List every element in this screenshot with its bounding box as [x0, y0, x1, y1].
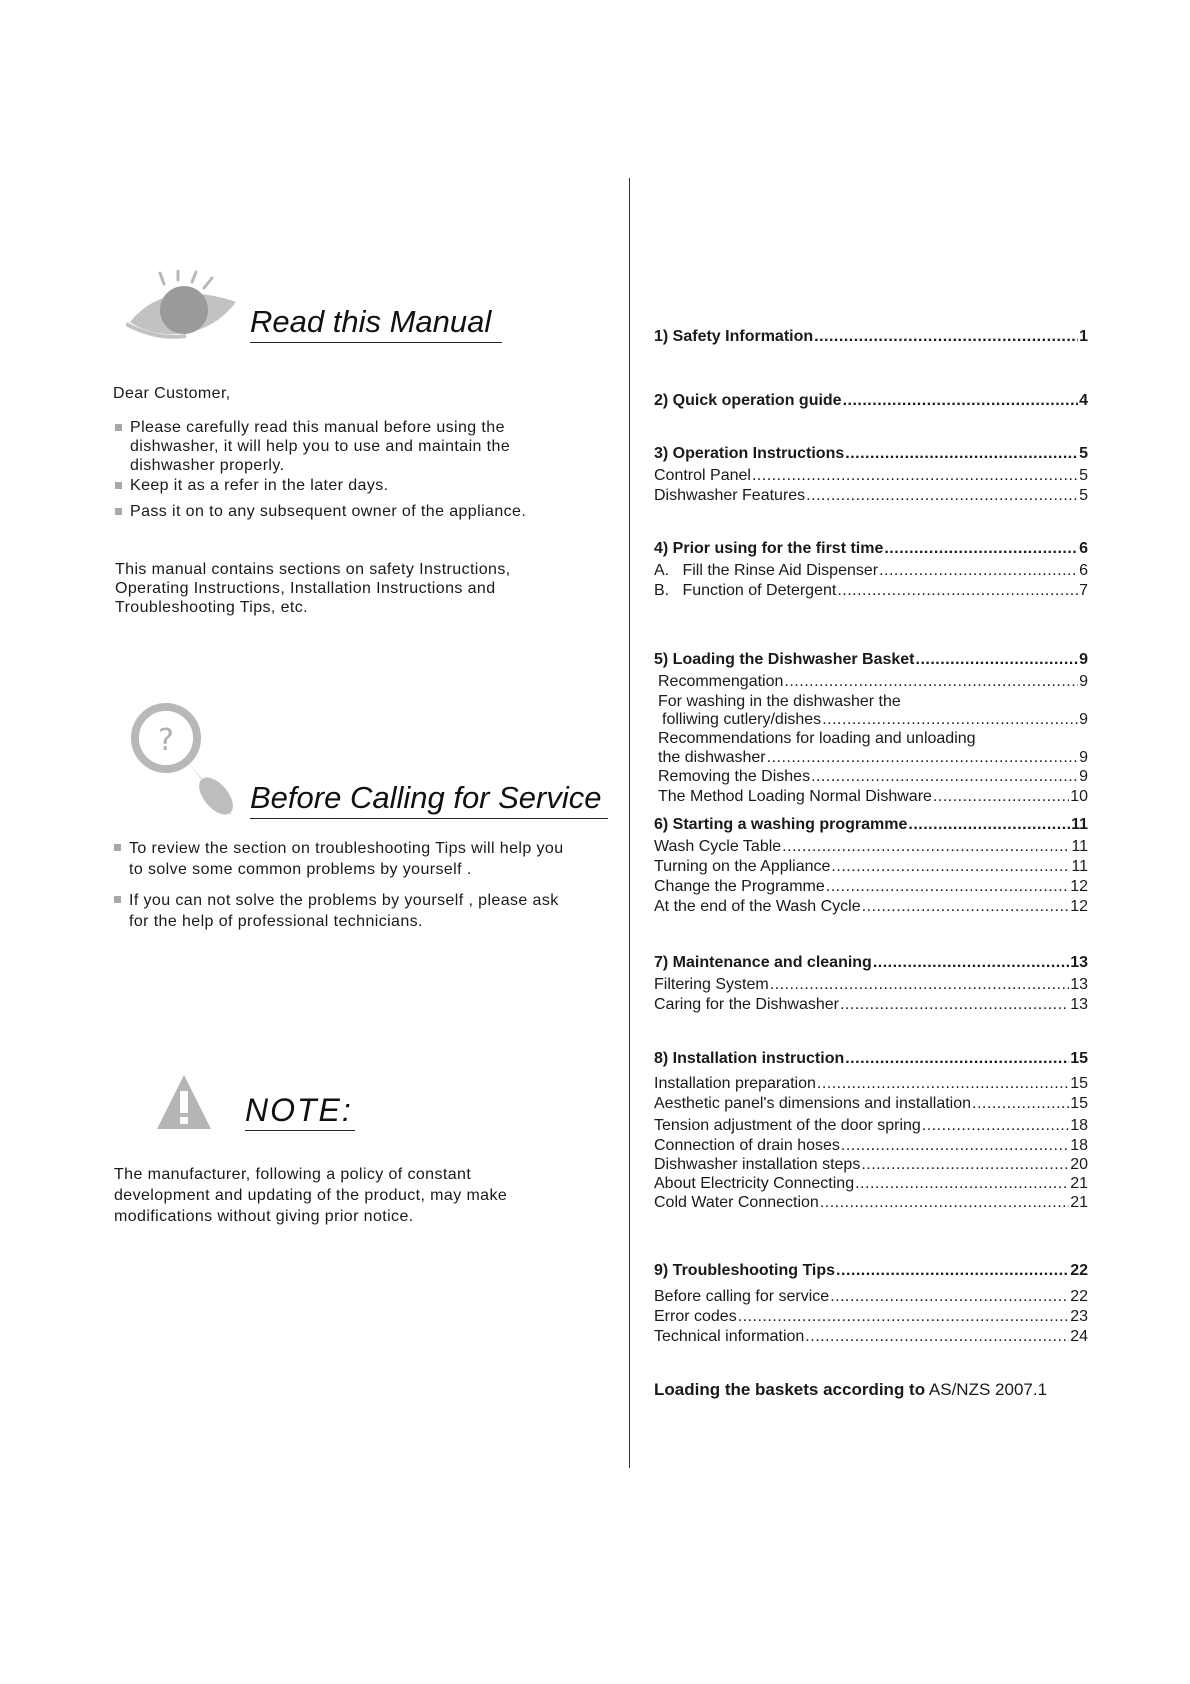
list-item: To review the section on troubleshooting Tips will help you to solve some common problems by yourself .	[114, 838, 564, 880]
bullet-square-icon	[115, 482, 122, 489]
toc-item[interactable]: Cold Water Connection ..... 21	[654, 1193, 1088, 1212]
list-item: Pass it on to any subsequent owner of the appliance.	[115, 502, 575, 521]
toc-item[interactable]: Removing the Dishes ..... 9	[654, 767, 1088, 787]
toc-item[interactable]: folliwing cutlery/dishes ..... 9	[654, 711, 1088, 729]
toc-quick-operation-guide[interactable]: 2) Quick operation guide ..... 4	[654, 391, 1088, 413]
svg-text:?: ?	[158, 723, 174, 758]
toc-item[interactable]: About Electricity Connecting ..... 21	[654, 1174, 1088, 1193]
bullet-square-icon	[114, 896, 121, 903]
manual-sections-paragraph: This manual contains sections on safety Instructions, Operating Instructions, Installation Instructions and Troubleshooting Tips, etc.	[115, 561, 511, 616]
toc-maintenance[interactable]: 7) Maintenance and cleaning ..... 13	[654, 953, 1088, 975]
toc-item[interactable]: Change the Programme ..... 12	[654, 877, 1088, 897]
toc-item[interactable]: the dishwasher ..... 9	[654, 748, 1088, 767]
toc-item[interactable]: Error codes ..... 23	[654, 1307, 1088, 1327]
table-of-contents	[654, 0, 1088, 1684]
toc-item-line: Recommendations for loading and unloading	[658, 730, 976, 747]
eye-icon	[126, 270, 248, 342]
toc-item[interactable]: Connection of drain hoses ..... 18	[654, 1136, 1088, 1155]
toc-item[interactable]: Dishwasher Features ..... 5	[654, 486, 1088, 506]
toc-item[interactable]: Installation preparation ..... 15	[654, 1074, 1088, 1094]
toc-item[interactable]: Technical information ..... 24	[654, 1327, 1088, 1347]
list-item: Please carefully read this manual before using the dishwasher, it will help you to use and maintain the dishwasher properly.	[115, 418, 575, 475]
toc-loading-basket[interactable]: 5) Loading the Dishwasher Basket ..... 9	[654, 650, 1088, 672]
toc-safety-information[interactable]: 1) Safety Information ..... 1	[654, 327, 1088, 349]
column-divider	[629, 178, 630, 1468]
bullet-square-icon	[114, 844, 121, 851]
warning-icon	[155, 1073, 213, 1131]
standard-reference-bold: Loading the baskets according to	[654, 1380, 926, 1399]
list-item: If you can not solve the problems by yourself , please ask for the help of professional technicians.	[114, 890, 564, 932]
toc-operation-instructions[interactable]: 3) Operation Instructions ..... 5	[654, 444, 1088, 466]
toc-item[interactable]: B. Function of Detergent ..... 7	[654, 581, 1088, 601]
toc-item[interactable]: Control Panel ..... 5	[654, 466, 1088, 486]
read-manual-heading: Read this Manual	[250, 304, 502, 343]
toc-item[interactable]: The Method Loading Normal Dishware ..... 10	[654, 787, 1088, 807]
toc-item[interactable]: A. Fill the Rinse Aid Dispenser ..... 6	[654, 561, 1088, 581]
toc-item[interactable]: Recommengation ..... 9	[654, 672, 1088, 692]
toc-item[interactable]: Caring for the Dishwasher ..... 13	[654, 995, 1088, 1015]
toc-item[interactable]: At the end of the Wash Cycle ..... 12	[654, 897, 1088, 917]
toc-item[interactable]: Aesthetic panel's dimensions and installation ..... 15	[654, 1094, 1088, 1114]
magnifier-question-icon	[128, 700, 240, 820]
toc-item[interactable]: Wash Cycle Table ..... 11	[654, 837, 1088, 857]
toc-item[interactable]: Filtering System ..... 13	[654, 975, 1088, 995]
service-bullets	[114, 838, 564, 932]
toc-prior-using[interactable]: 4) Prior using for the first time ..... 6	[654, 539, 1088, 561]
toc-item-line: For washing in the dishwasher the	[658, 693, 901, 710]
read-manual-bullets	[115, 418, 575, 521]
toc-starting-programme[interactable]: 6) Starting a washing programme ..... 11	[654, 815, 1088, 837]
toc-item[interactable]: Turning on the Appliance ..... 11	[654, 857, 1088, 877]
before-calling-service-heading: Before Calling for Service	[250, 780, 608, 819]
bullet-square-icon	[115, 424, 122, 431]
toc-item[interactable]: Before calling for service ..... 22	[654, 1287, 1088, 1307]
toc-item[interactable]: Dishwasher installation steps ..... 20	[654, 1155, 1088, 1174]
toc-item[interactable]: Tension adjustment of the door spring ..... 18	[654, 1116, 1088, 1136]
note-heading: NOTE:	[245, 1092, 355, 1131]
greeting: Dear Customer,	[113, 385, 231, 402]
bullet-square-icon	[115, 508, 122, 515]
toc-installation[interactable]: 8) Installation instruction ..... 15	[654, 1049, 1088, 1071]
standard-reference-code: AS/NZS 2007.1	[928, 1380, 1048, 1399]
toc-troubleshooting[interactable]: 9) Troubleshooting Tips ..... 22	[654, 1261, 1088, 1283]
standard-reference-line	[654, 1380, 1047, 1400]
note-paragraph: The manufacturer, following a policy of constant development and updating of the product, may make modifications without giving prior notice.	[114, 1166, 508, 1225]
list-item: Keep it as a refer in the later days.	[115, 476, 575, 495]
